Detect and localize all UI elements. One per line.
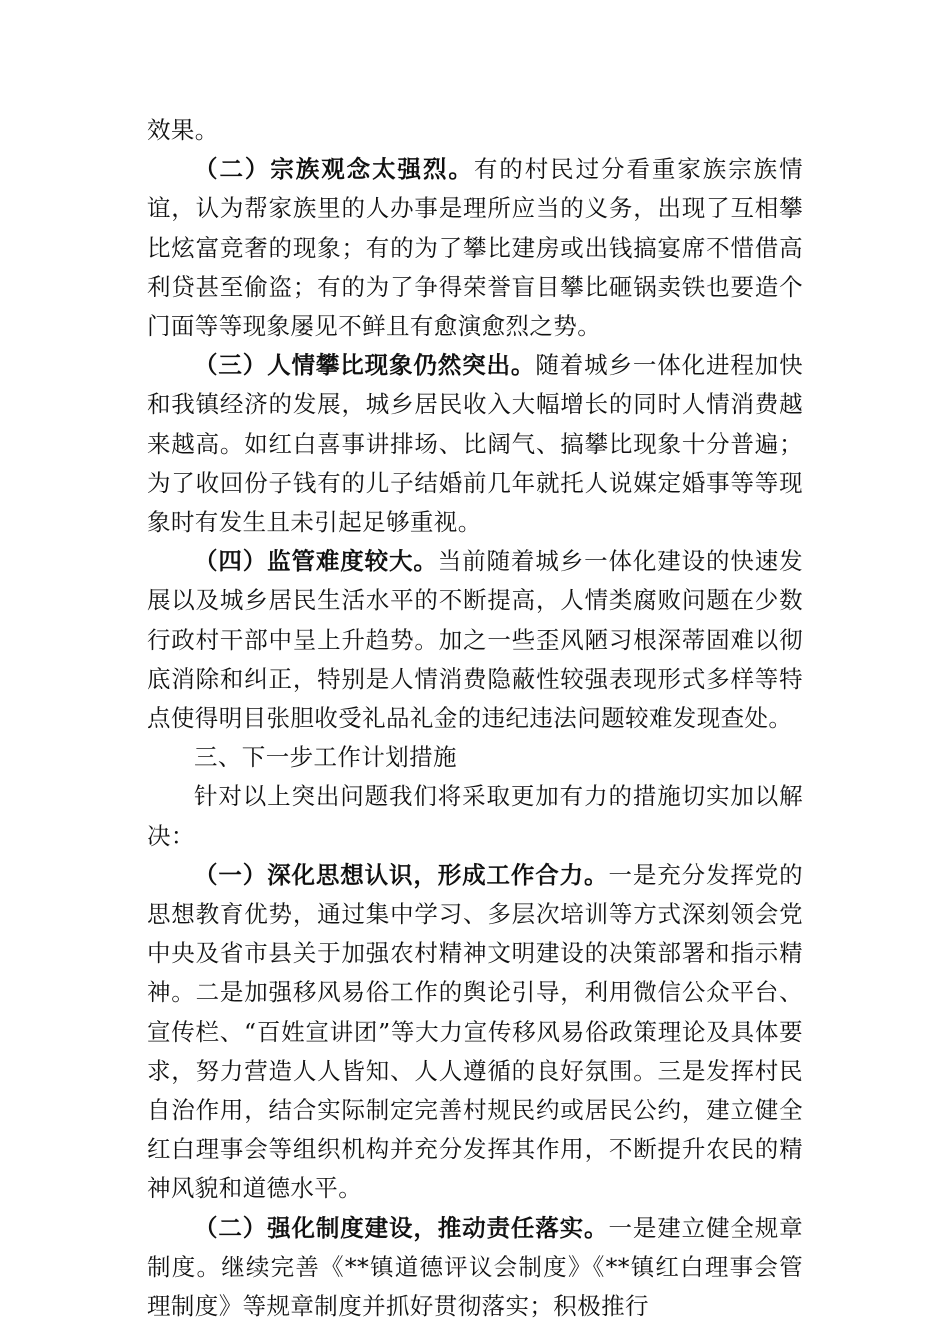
paragraph-lead: （二）宗族观念太强烈。 <box>194 155 474 184</box>
paragraph-text: 效果。 <box>147 116 219 144</box>
paragraph-system-building <box>147 1209 803 1327</box>
paragraph-text: 随着城乡一体化进程加快和我镇经济的发展，城乡居民收入大幅增长的同时人情消费越来越高。如红白喜事讲排场、比阔气、搞攀比现象十分普遍；为了收回份子钱有的儿子结婚前几年就托人说媒定婚事等等现象时有发生且未引起足够重视。 <box>147 351 803 537</box>
paragraph-lead: （三）人情攀比现象仍然突出。 <box>194 351 536 380</box>
paragraph-clan-concept <box>147 150 803 346</box>
paragraph-text: 一是建立健全规章制度。继续完善《**镇道德评议会制度》《**镇红白理事会管理制度》等规章制度并抓好贯彻落实；积极推行 <box>147 1213 803 1321</box>
paragraph-intro <box>147 777 803 855</box>
paragraph-lead: （二）强化制度建设，推动责任落实。 <box>194 1213 609 1242</box>
paragraph-text: 一是充分发挥党的思想教育优势，通过集中学习、多层次培训等方式深刻领会党中央及省市县关于加强农村精神文明建设的决策部署和指示精神。二是加强移风易俗工作的舆论引导，利用微信公众平台、宣传栏、“百姓宣讲团”等大力宣传移风易俗政策理论及具体要求，努力营造人人皆知、人人遵循的良好氛围。三是发挥村民自治作用，结合实际制定完善村规民约或居民公约，建立健全红白理事会等组织机构并充分发挥其作用，不断提升农民的精神风貌和道德水平。 <box>147 860 803 1203</box>
paragraph-text: 当前随着城乡一体化建设的快速发展以及城乡居民生活水平的不断提高，人情类腐败问题在少数行政村干部中呈上升趋势。加之一些歪风陋习根深蒂固难以彻底消除和纠正，特别是人情消费隐蔽性较强表现形式多样等特点使得明目张胆收受礼品礼金的违纪违法问题较难发现查处。 <box>147 547 804 733</box>
paragraph-gift-comparison <box>147 346 803 542</box>
paragraph-continuation <box>147 111 803 150</box>
paragraph-supervision-difficulty <box>147 542 803 738</box>
paragraph-text: 针对以上突出问题我们将采取更加有力的措施切实加以解决： <box>147 782 803 850</box>
paragraph-text: 有的村民过分看重家族宗族情谊，认为帮家族里的人办事是理所应当的义务，出现了互相攀比炫富竞奢的现象；有的为了攀比建房或出钱搞宴席不惜借高利贷甚至偷盗；有的为了争得荣誉盲目攀比砸锅卖铁也要造个门面等等现象屡见不鲜且有愈演愈烈之势。 <box>147 155 803 341</box>
section-heading: 三、下一步工作计划措施 <box>194 743 457 772</box>
paragraph-deepen-awareness <box>147 856 803 1209</box>
paragraph-lead: （一）深化思想认识，形成工作合力。 <box>194 860 609 889</box>
paragraph-lead: （四）监管难度较大。 <box>194 547 438 576</box>
document-page <box>147 111 803 1326</box>
